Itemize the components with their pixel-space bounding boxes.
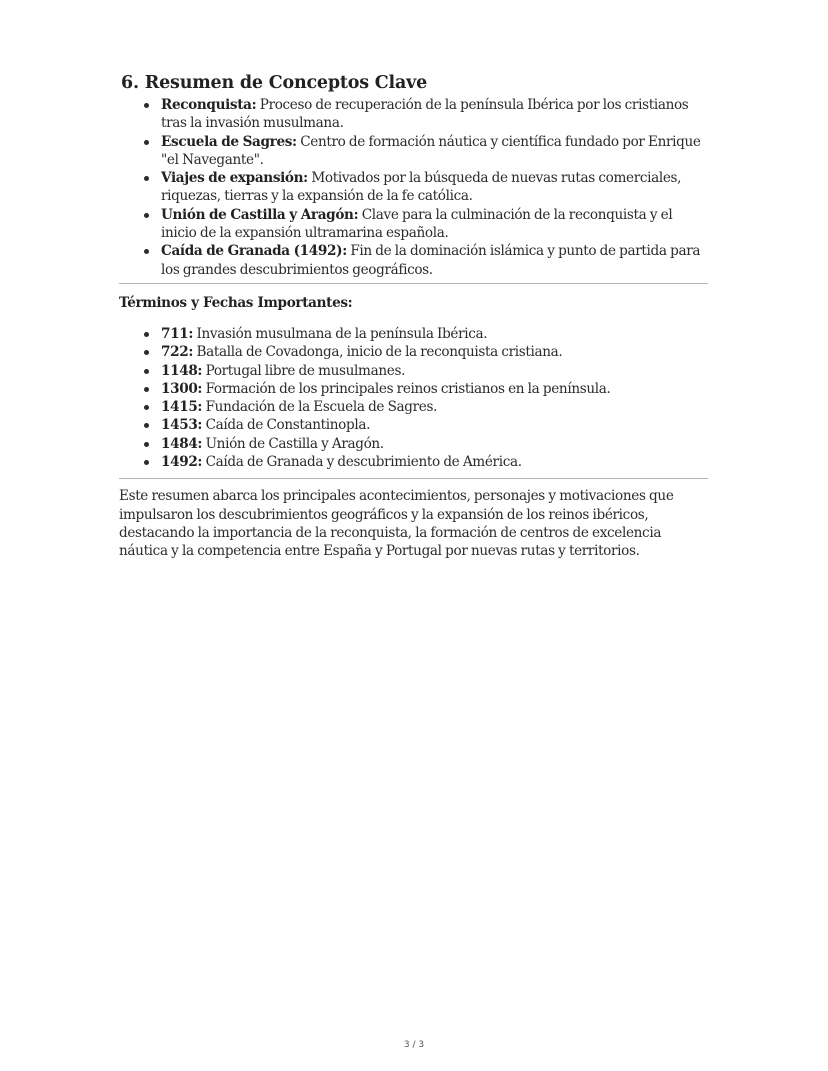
concept-item xyxy=(161,96,709,133)
term-item xyxy=(161,435,709,453)
term-item xyxy=(161,398,709,416)
term-year: 722: xyxy=(161,344,193,361)
term-year: 711: xyxy=(161,325,193,342)
concept-term: Reconquista: xyxy=(161,97,257,113)
term-year: 1148: xyxy=(161,362,203,379)
term-text: Invasión musulmana de la península Ibérica. xyxy=(193,325,488,342)
concept-term: Escuela de Sagres: xyxy=(161,133,297,150)
terms-heading: Términos y Fechas Importantes: xyxy=(119,294,353,311)
term-item xyxy=(161,343,709,361)
document-page xyxy=(119,70,709,561)
concept-text: Fin de la dominación islámica y punto de partida para los grandes descubrimientos geográficos. xyxy=(161,243,701,278)
concept-term: Caída de Granada (1492): xyxy=(161,243,347,260)
term-text: Unión de Castilla y Aragón. xyxy=(202,435,384,452)
term-text: Batalla de Covadonga, inicio de la reconquista cristiana. xyxy=(193,344,563,361)
term-year: 1300: xyxy=(161,380,203,397)
term-text: Caída de Constantinopla. xyxy=(202,417,371,434)
term-text: Formación de los principales reinos cristianos en la península. xyxy=(202,380,611,397)
term-item xyxy=(161,453,709,471)
concept-item xyxy=(161,242,709,279)
concept-term: Unión de Castilla y Aragón: xyxy=(161,206,359,223)
term-year: 1492: xyxy=(161,454,203,471)
section-title: 6. Resumen de Conceptos Clave xyxy=(121,73,428,93)
horizontal-rule xyxy=(119,283,708,284)
concept-item xyxy=(161,133,709,170)
term-text: Caída de Granada y descubrimiento de América. xyxy=(202,454,522,471)
term-item xyxy=(161,380,709,398)
term-year: 1453: xyxy=(161,417,203,434)
term-year: 1484: xyxy=(161,435,203,452)
concept-text: Centro de formación náutica y científica fundado por Enrique "el Navegante". xyxy=(161,133,701,168)
term-text: Portugal libre de musulmanes. xyxy=(202,362,406,379)
concept-item xyxy=(161,169,709,206)
horizontal-rule xyxy=(119,478,708,479)
concepts-list xyxy=(119,96,709,279)
summary-paragraph: Este resumen abarca los principales acontecimientos, personajes y motivaciones que impulsaron los descubrimientos geográficos y la expansión de los reinos ibéricos, destacando la importancia de la reconquista, la formación de centros de excelencia náutica y la competencia entre España y Portugal por nuevas rutas y territorios. xyxy=(119,488,674,560)
concept-text: Clave para la culminación de la reconquista y el inicio de la expansión ultramarina española. xyxy=(161,206,673,242)
term-item xyxy=(161,416,709,434)
term-text: Fundación de la Escuela de Sagres. xyxy=(202,399,438,416)
term-item xyxy=(161,362,709,380)
concept-item xyxy=(161,206,709,243)
concept-text: Motivados por la búsqueda de nuevas rutas comerciales, riquezas, tierras y la expansión de la fe católica. xyxy=(161,170,682,205)
term-item xyxy=(161,325,709,343)
term-year: 1415: xyxy=(161,399,203,416)
page-number: 3 / 3 xyxy=(403,1040,425,1050)
terms-list xyxy=(119,325,709,471)
concept-text: Proceso de recuperación de la península Ibérica por los cristianos tras la invasión musulmana. xyxy=(161,97,689,132)
concept-term: Viajes de expansión: xyxy=(161,170,308,187)
